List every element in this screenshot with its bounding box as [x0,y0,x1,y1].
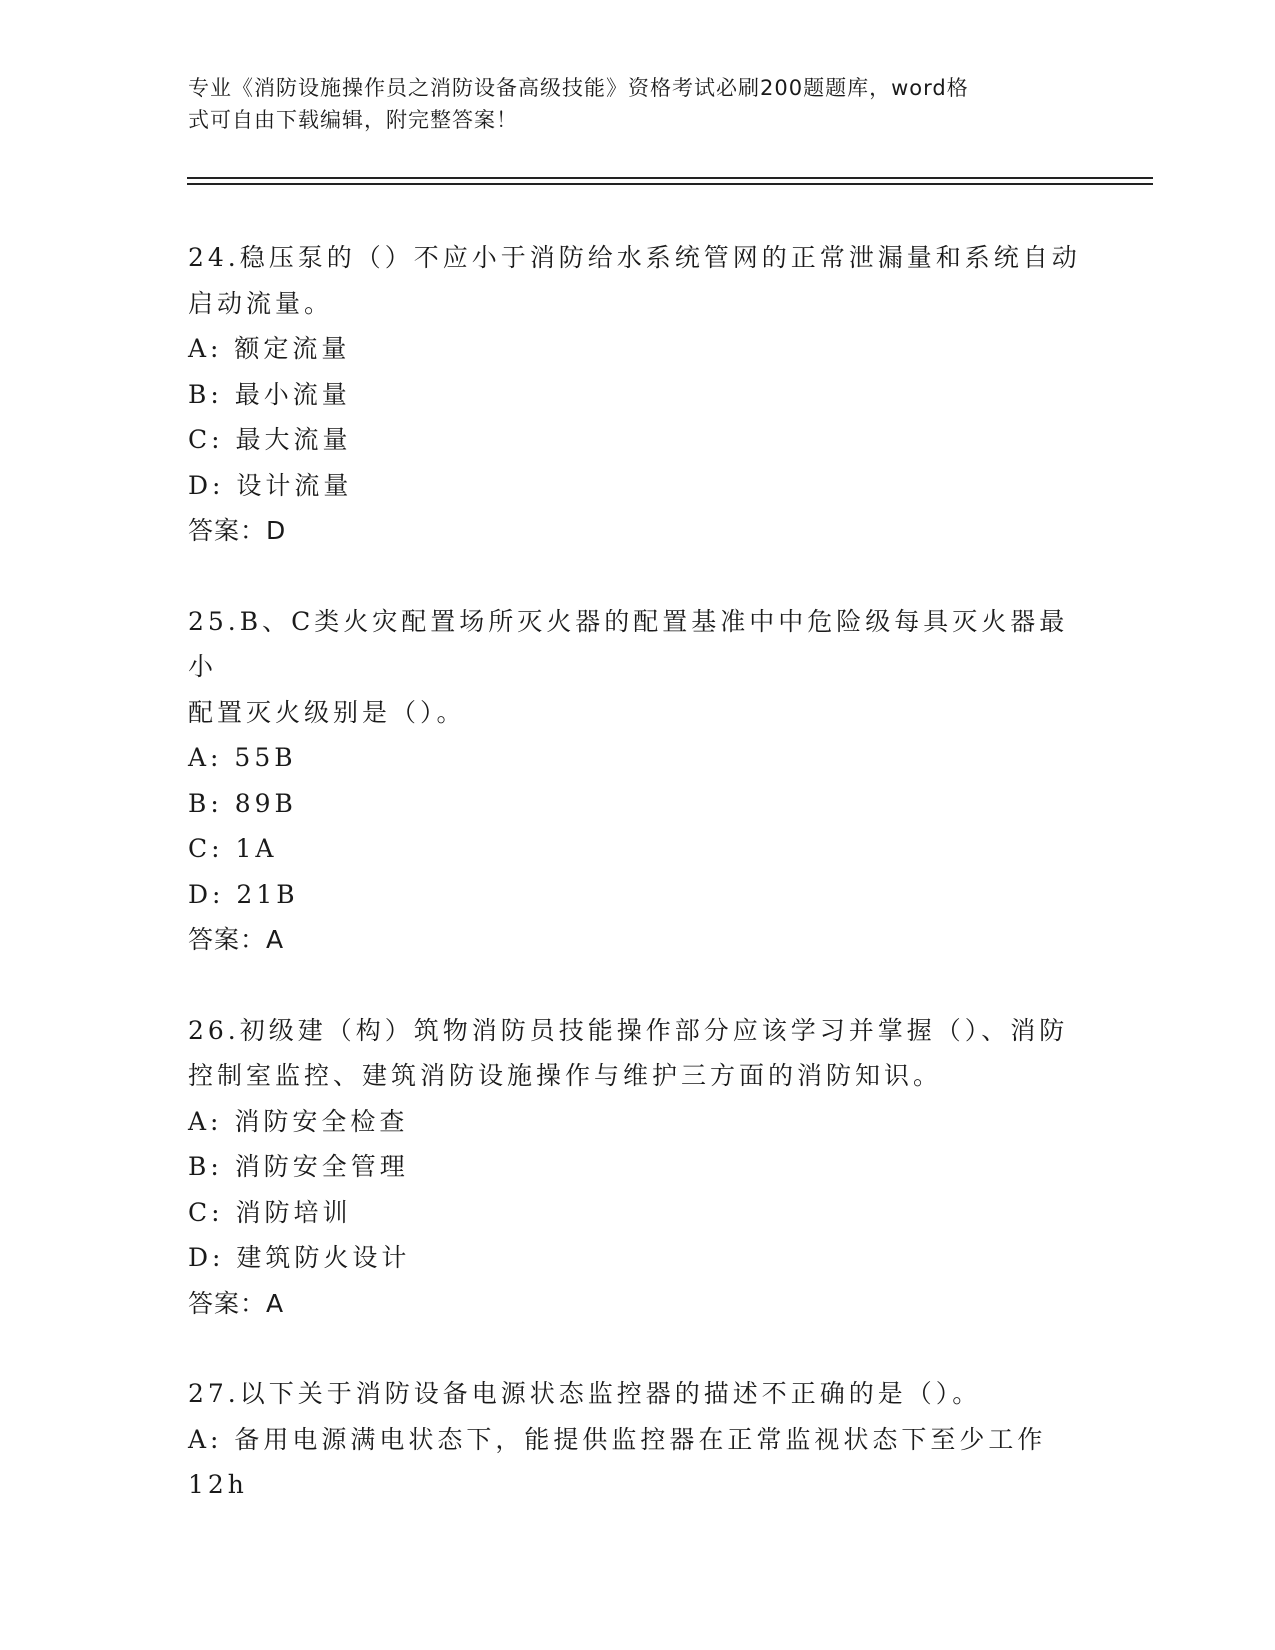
option-c: C: 最大流量 [188,425,352,454]
question-text-continued: 控制室监控、建筑消防设施操作与维护三方面的消防知识。 [188,1061,943,1090]
question-text: 27.以下关于消防设备电源状态监控器的描述不正确的是（）。 [188,1379,982,1408]
question-text-continued: 启动流量。 [188,288,334,318]
option-a: A: 备用电源满电状态下，能提供监控器在正常监视状态下至少工作 [188,1424,1047,1454]
option-b: B: 89B [188,788,297,818]
header-line-1: 专业《消防设施操作员之消防设备高级技能》资格考试必刷200题题库，word格 [188,76,969,100]
answer: 答案：A [188,925,285,954]
question-text-continued: 配置灭火级别是（）。 [188,697,466,727]
option-d: D: 设计流量 [188,470,353,500]
answer: 答案：A [188,1288,285,1318]
question-27 [188,1371,1088,1508]
question-text: 25.B、C类火灾配置场所灭火器的配置基准中中危险级每具灭火器最小 [188,606,1069,681]
question-25 [188,599,1088,963]
header-divider-bottom [187,183,1153,185]
answer: 答案：D [188,516,287,545]
option-a: A: 额定流量 [188,334,351,363]
option-c: C: 1A [188,834,278,863]
header-divider-top [187,177,1153,179]
option-b: B: 消防安全管理 [188,1152,409,1181]
question-text: 26.初级建（构）筑物消防员技能操作部分应该学习并掌握（）、消防 [188,1015,1069,1045]
option-d: D: 建筑防火设计 [188,1243,411,1272]
option-a: A: 55B [188,743,297,772]
question-text: 24.稳压泵的（）不应小于消防给水系统管网的正常泄漏量和系统自动 [188,243,1081,272]
question-list [188,235,1088,1553]
option-d: D: 21B [188,879,299,909]
option-a-continued: 12h [188,1470,248,1499]
option-c: C: 消防培训 [188,1197,352,1227]
option-a: A: 消防安全检查 [188,1106,409,1136]
header-line-2: 式可自由下载编辑，附完整答案！ [188,108,518,132]
question-26 [188,1008,1088,1327]
question-24 [188,235,1088,554]
document-header [188,72,1068,136]
option-b: B: 最小流量 [188,379,351,409]
